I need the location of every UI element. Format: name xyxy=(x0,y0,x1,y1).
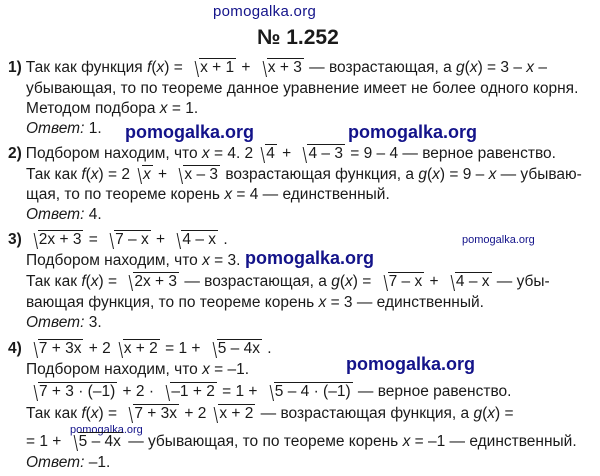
sqrt-x-plus-1: x + 1 xyxy=(188,59,236,77)
p3-line-2: Подбором находим, что x = 3. xyxy=(26,252,241,269)
p1-answer: Ответ: 1. xyxy=(26,120,102,137)
watermark-top: pomogalka.org xyxy=(213,3,317,20)
p2-line-2: Так как f(x) = 2 x + x – 3 возрастающая функция, а g(x) = 9 – x — убываю- xyxy=(26,166,582,183)
p3-number: 3) xyxy=(8,231,22,248)
p3-answer: Ответ: 3. xyxy=(26,314,102,331)
p3-line-1: 3) 2x + 3 = 7 – x + 4 – x . xyxy=(8,231,228,248)
p2-answer: Ответ: 4. xyxy=(26,206,102,223)
p1-number: 1) xyxy=(8,59,22,76)
p1-line-2: убывающая, то по теореме данное уравнение имеет не более одного корня. xyxy=(26,80,579,97)
p4-number: 4) xyxy=(8,340,22,357)
p3-line-4: вающая функция, то по теореме корень x = 3 — единственный. xyxy=(26,294,484,311)
watermark-1: pomogalka.org xyxy=(125,122,255,142)
watermark-2: pomogalka.org xyxy=(348,122,478,142)
problem-title: № 1.252 xyxy=(257,26,339,49)
watermark-4: pomogalka.org xyxy=(245,248,375,268)
watermark-5: pomogalka.org xyxy=(346,354,476,374)
p1-line-1: 1) Так как функция f(x) = x + 1 + x + 3 — возрастающая, а g(x) = 3 – x – xyxy=(8,59,547,76)
p4-line-2: Подбором находим, что x = –1. xyxy=(26,361,250,378)
p2-line-3: щая, то по теореме корень x = 4 — единственный. xyxy=(26,186,390,203)
p3-line-3: Так как f(x) = 2x + 3 — возрастающая, а g(x) = 7 – x + 4 – x — убы- xyxy=(26,273,550,290)
sqrt-x-plus-3: x + 3 xyxy=(256,59,304,77)
p4-line-3: 7 + 3 · (–1) + 2 · –1 + 2 = 1 + 5 – 4 · (–1) — верное равенство. xyxy=(26,383,511,401)
p4-line-1: 4) 7 + 3x + 2 x + 2 = 1 + 5 – 4x . xyxy=(8,340,272,357)
p4-line-5: = 1 + 5 – 4x — убывающая, то по теореме корень x = –1 — единственный. xyxy=(26,433,577,450)
watermark-6: pomogalka.org xyxy=(70,424,143,436)
p2-line-1: 2) Подбором находим, что x = 4. 2 4 + 4 – 3 = 9 – 4 — верное равенство. xyxy=(8,145,556,162)
p2-number: 2) xyxy=(8,145,22,162)
watermark-3: pomogalka.org xyxy=(462,234,535,246)
p1-line-3: Методом подбора x = 1. xyxy=(26,100,199,117)
p4-line-4: Так как f(x) = 7 + 3x + 2 x + 2 — возрастающая функция, а g(x) = xyxy=(26,405,514,422)
p4-answer: Ответ: –1. xyxy=(26,454,111,471)
